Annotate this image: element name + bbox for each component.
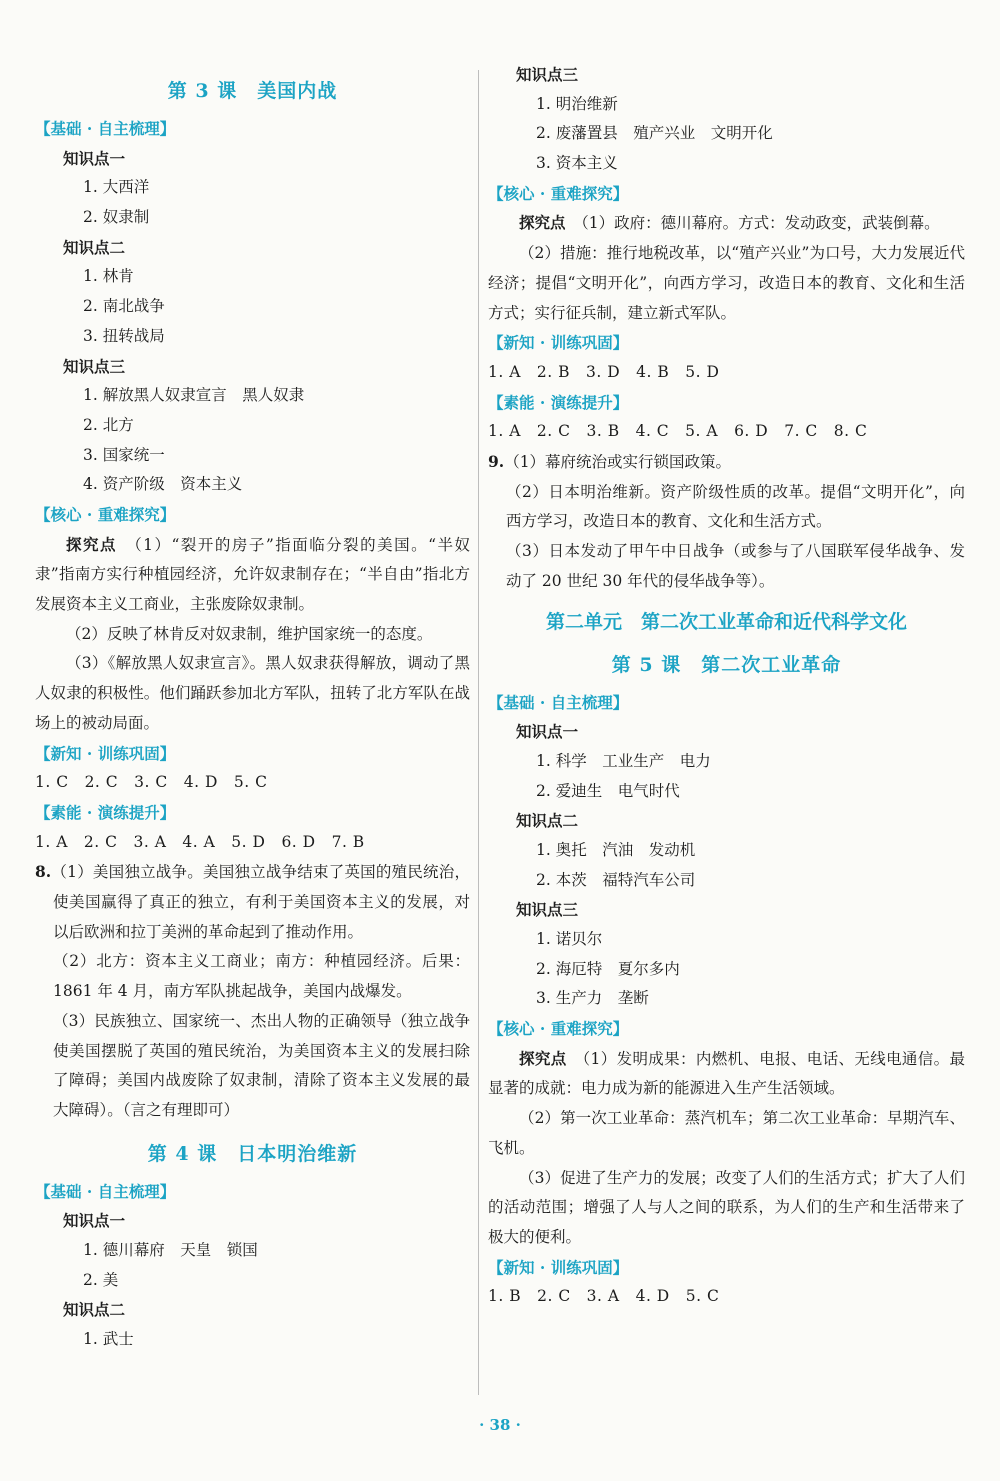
inquiry-paragraph: （2）第一次工业革命：蒸汽机车；第二次工业革命：早期汽车、飞机。	[488, 1109, 965, 1157]
list-item: 2. 本茨 福特汽车公司	[536, 870, 696, 889]
knowledge-point-1: 知识点一	[516, 722, 579, 742]
section-new: 【新知 · 训练巩固】	[488, 333, 629, 353]
knowledge-point-1: 知识点一	[63, 1211, 126, 1231]
list-item: 1. 科学 工业生产 电力	[536, 751, 711, 770]
section-core: 【核心 · 重难探究】	[488, 1019, 629, 1039]
question-number: 8.	[35, 862, 52, 882]
inquiry-paragraph: （3）促进了生产力的发展；改变了人们的生活方式；扩大了人们的活动范围；增强了人与人之间的联系，为人们的生产和生活带来了极大的便利。	[488, 1168, 965, 1246]
knowledge-point-2: 知识点二	[516, 811, 579, 831]
column-divider	[478, 70, 479, 1395]
answer-line: 1. B 2. C 3. A 4. D 5. C	[488, 1287, 720, 1306]
inquiry-text: （1）政府：德川幕府。方式：发动政变，武装倒幕。	[581, 214, 940, 233]
inquiry-paragraph	[488, 1044, 965, 1104]
section-new: 【新知 · 训练巩固】	[35, 743, 176, 763]
list-item: 1. 德川幕府 天皇 锁国	[83, 1241, 258, 1259]
list-item: 3. 国家统一	[83, 445, 165, 464]
knowledge-point-1: 知识点一	[63, 148, 126, 168]
question-9-part-2: （2）日本明治维新。资产阶级性质的改革。提倡“文明开化”，向西方学习，改造日本的教育、文化和生活方式。	[506, 482, 965, 531]
inquiry-text: （1）发明成果：内燃机、电报、电话、无线电通信。最显著的成就：电力成为新的能源进入生产生活领域。	[488, 1049, 965, 1098]
list-item: 1. 大西洋	[83, 178, 150, 197]
unit-2-title: 第二单元 第二次工业革命和近代科学文化	[545, 610, 907, 633]
answer-line: 1. C 2. C 3. C 4. D 5. C	[35, 773, 268, 792]
lesson-4-title: 第 4 课 日本明治维新	[147, 1142, 358, 1165]
knowledge-point-3: 知识点三	[516, 900, 579, 920]
lesson-5-title: 第 5 课 第二次工业革命	[611, 653, 842, 676]
section-basic: 【基础 · 自主梳理】	[35, 1181, 176, 1201]
list-item: 3. 扭转战局	[83, 326, 165, 345]
left-column	[35, 60, 470, 1355]
list-item: 2. 海厄特 夏尔多内	[536, 959, 680, 978]
section-ability: 【素能 · 演练提升】	[35, 802, 176, 822]
inquiry-text: （1）“裂开的房子”指面临分裂的美国。“半奴隶”指南方实行种植园经济，允许奴隶制存在；“半自由”指北方发展资本主义工商业，主张废除奴隶制。	[35, 535, 470, 614]
question-9-part-1	[488, 447, 965, 478]
list-item: 2. 北方	[83, 415, 134, 434]
list-item: 1. 明治维新	[536, 94, 618, 113]
inquiry-label: 探究点	[519, 213, 566, 233]
inquiry-paragraph	[488, 208, 965, 239]
list-item: 1. 林肯	[83, 267, 134, 286]
list-item: 2. 南北战争	[83, 297, 165, 316]
inquiry-paragraph: （3）《解放黑人奴隶宣言》。黑人奴隶获得解放，调动了黑人奴隶的积极性。他们踊跃参加北方军队，扭转了北方军队在战场上的被动局面。	[35, 654, 470, 732]
lesson-3-title: 第 3 课 美国内战	[167, 80, 338, 102]
section-basic: 【基础 · 自主梳理】	[35, 119, 176, 138]
section-core: 【核心 · 重难探究】	[35, 504, 176, 524]
section-core: 【核心 · 重难探究】	[488, 183, 629, 203]
section-new: 【新知 · 训练巩固】	[488, 1257, 629, 1277]
list-item: 2. 废藩置县 殖产兴业 文明开化	[536, 124, 773, 143]
answer-text: （1）幕府统治或实行锁国政策。	[504, 453, 732, 471]
answer-line: 1. A 2. B 3. D 4. B 5. D	[488, 362, 720, 381]
list-item: 1. 武士	[83, 1330, 134, 1349]
list-item: 4. 资产阶级 资本主义	[83, 475, 243, 494]
inquiry-paragraph	[35, 530, 470, 620]
list-item: 1. 奥托 汽油 发动机	[536, 840, 696, 859]
list-item: 3. 资本主义	[536, 154, 618, 173]
question-8-part-3: （3）民族独立、国家统一、杰出人物的正确领导（独立战争使美国摆脱了英国的殖民统治，为美国资本主义的发展扫除了障碍；美国内战废除了奴隶制，清除了资本主义发展的最大障碍）。（言之有理即可）	[53, 1011, 470, 1119]
inquiry-label: 探究点	[519, 1048, 567, 1068]
question-8-part-1	[35, 857, 470, 947]
list-item: 3. 生产力 垄断	[536, 989, 649, 1008]
list-item: 1. 诺贝尔	[536, 930, 603, 949]
page-number: · 38 ·	[479, 1416, 521, 1434]
right-column	[488, 60, 965, 1312]
list-item: 2. 奴隶制	[83, 208, 150, 227]
inquiry-label: 探究点	[66, 534, 117, 554]
inquiry-paragraph: （2）反映了林肯反对奴隶制，维护国家统一的态度。	[66, 624, 433, 643]
list-item: 1. 解放黑人奴隶宣言 黑人奴隶	[83, 386, 305, 405]
knowledge-point-2: 知识点二	[63, 1300, 126, 1320]
question-8-part-2: （2）北方：资本主义工商业；南方：种植园经济。后果：1861 年 4 月，南方军队挑起战争，美国内战爆发。	[53, 952, 470, 1001]
question-9-part-3: （3）日本发动了甲午中日战争（或参与了八国联军侵华战争、发动了 20 世纪 30 年代的侵华战争等）。	[506, 542, 965, 590]
list-item: 2. 美	[83, 1270, 119, 1289]
knowledge-point-3: 知识点三	[516, 65, 579, 84]
knowledge-point-3: 知识点三	[63, 356, 126, 376]
knowledge-point-2: 知识点二	[63, 237, 126, 257]
list-item: 2. 爱迪生 电气时代	[536, 781, 680, 800]
answer-line: 1. A 2. C 3. A 4. A 5. D 6. D 7. B	[35, 832, 365, 851]
inquiry-paragraph: （2）措施：推行地税改革，以“殖产兴业”为口号，大力发展近代经济；提倡“文明开化”，向西方学习，改造日本的教育、文化和生活方式；实行征兵制，建立新式军队。	[488, 244, 965, 322]
answer-text: （1）美国独立战争。美国独立战争结束了英国的殖民统治，使美国赢得了真正的独立，有利于美国资本主义的发展，对以后欧洲和拉丁美洲的革命起到了推动作用。	[51, 863, 470, 941]
section-ability: 【素能 · 演练提升】	[488, 392, 629, 412]
answer-line: 1. A 2. C 3. B 4. C 5. A 6. D 7. C 8. C	[488, 422, 868, 441]
section-basic: 【基础 · 自主梳理】	[488, 692, 629, 712]
question-number: 9.	[488, 452, 505, 471]
